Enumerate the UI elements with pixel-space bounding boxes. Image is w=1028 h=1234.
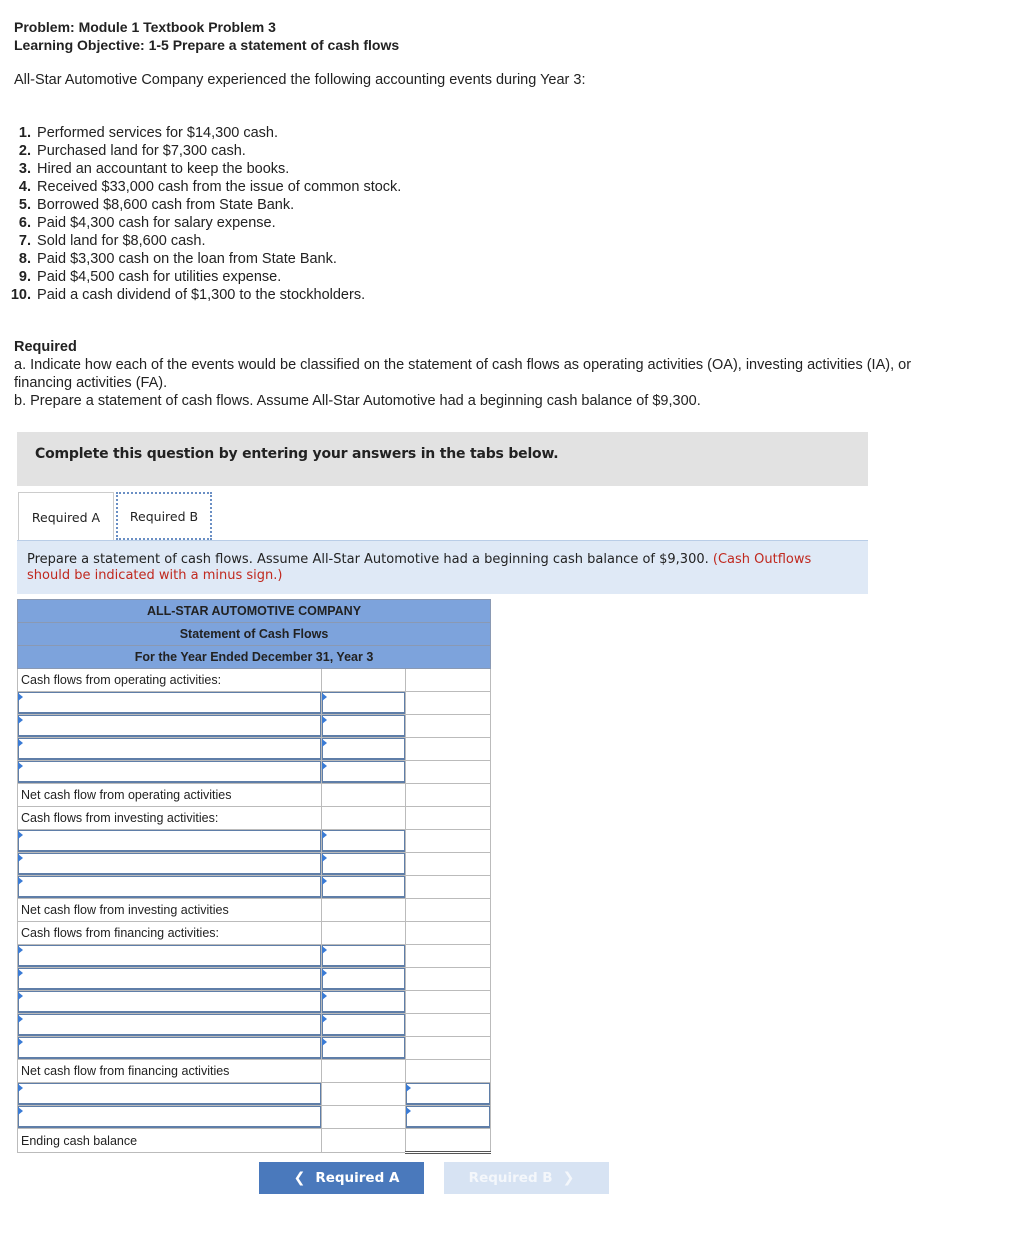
table-row: [18, 899, 491, 922]
statement-title: Statement of Cash Flows: [18, 623, 491, 646]
problem-header: [14, 18, 399, 54]
banner-text: Complete this question by entering your answers in the tabs below.: [35, 446, 559, 462]
financing-amount-input[interactable]: [322, 945, 405, 967]
instructions-banner: [17, 432, 868, 486]
financing-label-input[interactable]: [18, 1037, 321, 1059]
table-row: [18, 1106, 491, 1129]
required-b-text: b. Prepare a statement of cash flows. Assume All-Star Automotive had a beginning cash balance of $9,300.: [14, 393, 701, 409]
prev-button-label: Required A: [315, 1170, 400, 1186]
table-row: [18, 968, 491, 991]
operating-amount-input[interactable]: [322, 761, 405, 783]
table-row: [18, 1060, 491, 1083]
operating-amount-input[interactable]: [322, 738, 405, 760]
operating-amount-input[interactable]: [322, 692, 405, 714]
financing-label-input[interactable]: [18, 945, 321, 967]
table-row: [18, 853, 491, 876]
financing-amount-input[interactable]: [322, 968, 405, 990]
list-item: 9. Paid $4,500 cash for utilities expense.: [18, 269, 282, 285]
investing-amount-input[interactable]: [322, 876, 405, 898]
chevron-right-icon: ❯: [562, 1170, 575, 1186]
list-item: 8. Paid $3,300 cash on the loan from State Bank.: [18, 251, 337, 267]
instruction-text: Prepare a statement of cash flows. Assume All-Star Automotive had a beginning cash balance of $9,300. (Cash Outflows should be indicated with a minus sign.): [27, 552, 812, 583]
table-row: [18, 876, 491, 899]
statement-period: For the Year Ended December 31, Year 3: [18, 646, 491, 669]
header-row: [18, 623, 491, 646]
financing-label-input[interactable]: [18, 991, 321, 1013]
financing-heading: Cash flows from financing activities:: [18, 922, 322, 945]
list-item: 1. Performed services for $14,300 cash.: [18, 125, 279, 141]
summary-amount-input[interactable]: [406, 1106, 490, 1128]
financing-amount-input[interactable]: [322, 991, 405, 1013]
investing-label-input[interactable]: [18, 876, 321, 898]
header-row: [18, 646, 491, 669]
table-row: [18, 1037, 491, 1060]
list-item: 7. Sold land for $8,600 cash.: [18, 233, 206, 249]
summary-amount-input[interactable]: [406, 1083, 490, 1105]
investing-label-input[interactable]: [18, 853, 321, 875]
problem-title: Problem: Module 1 Textbook Problem 3: [14, 19, 276, 35]
financing-label-input[interactable]: [18, 968, 321, 990]
cash-flow-statement: [17, 599, 491, 1154]
operating-label-input[interactable]: [18, 692, 321, 714]
table-row: [18, 738, 491, 761]
learning-objective: Learning Objective: 1-5 Prepare a statement of cash flows: [14, 37, 400, 53]
ending-balance-value: [406, 1129, 491, 1153]
tab-bar: [18, 492, 212, 542]
required-a-text: a. Indicate how each of the events would be classified on the statement of cash flows as operating activities (OA), investing activities (IA), or financing activities (FA).: [14, 357, 912, 391]
table-row: [18, 1014, 491, 1037]
chevron-left-icon: ❮: [293, 1170, 306, 1186]
header-row: [18, 600, 491, 623]
table-row: [18, 991, 491, 1014]
summary-label-input[interactable]: [18, 1083, 321, 1105]
required-section: [14, 338, 944, 410]
table-row: [18, 945, 491, 968]
financing-label-input[interactable]: [18, 1014, 321, 1036]
required-heading: Required: [14, 339, 77, 355]
table-row: [18, 692, 491, 715]
table-row: [18, 830, 491, 853]
investing-net-label: Net cash flow from investing activities: [18, 899, 322, 922]
table-row: [18, 669, 491, 692]
investing-heading: Cash flows from investing activities:: [18, 807, 322, 830]
tab-required-a[interactable]: Required A: [18, 492, 114, 541]
investing-amount-input[interactable]: [322, 830, 405, 852]
table-row: [18, 1083, 491, 1106]
list-item: 6. Paid $4,300 cash for salary expense.: [18, 215, 276, 231]
company-name: ALL-STAR AUTOMOTIVE COMPANY: [18, 600, 491, 623]
next-button-label: Required B: [468, 1170, 553, 1186]
list-item: 2. Purchased land for $7,300 cash.: [18, 143, 246, 159]
list-item: 4. Received $33,000 cash from the issue of common stock.: [18, 179, 402, 195]
operating-label-input[interactable]: [18, 761, 321, 783]
table-row: [18, 715, 491, 738]
tab-required-b[interactable]: Required B: [116, 492, 212, 540]
ending-balance-label: Ending cash balance: [18, 1129, 322, 1153]
events-list: [0, 124, 401, 304]
prev-button[interactable]: [259, 1162, 424, 1194]
investing-label-input[interactable]: [18, 830, 321, 852]
list-item: 10. Paid a cash dividend of $1,300 to the stockholders.: [10, 287, 366, 303]
operating-net-label: Net cash flow from operating activities: [18, 784, 322, 807]
table-row: [18, 807, 491, 830]
table-row: [18, 761, 491, 784]
instruction-panel: [17, 540, 868, 594]
next-button[interactable]: [444, 1162, 609, 1194]
instruction-note: (Cash Outflows should be indicated with a minus sign.): [27, 552, 812, 583]
table-row: [18, 1129, 491, 1153]
financing-amount-input[interactable]: [322, 1037, 405, 1059]
financing-amount-input[interactable]: [322, 1014, 405, 1036]
intro-text: All-Star Automotive Company experienced the following accounting events during Year 3:: [14, 72, 586, 88]
operating-label-input[interactable]: [18, 715, 321, 737]
operating-heading: Cash flows from operating activities:: [18, 669, 322, 692]
table-row: [18, 784, 491, 807]
investing-amount-input[interactable]: [322, 853, 405, 875]
summary-label-input[interactable]: [18, 1106, 321, 1128]
list-item: 5. Borrowed $8,600 cash from State Bank.: [18, 197, 295, 213]
operating-label-input[interactable]: [18, 738, 321, 760]
operating-amount-input[interactable]: [322, 715, 405, 737]
table-row: [18, 922, 491, 945]
financing-net-label: Net cash flow from financing activities: [18, 1060, 322, 1083]
list-item: 3. Hired an accountant to keep the books.: [18, 161, 290, 177]
